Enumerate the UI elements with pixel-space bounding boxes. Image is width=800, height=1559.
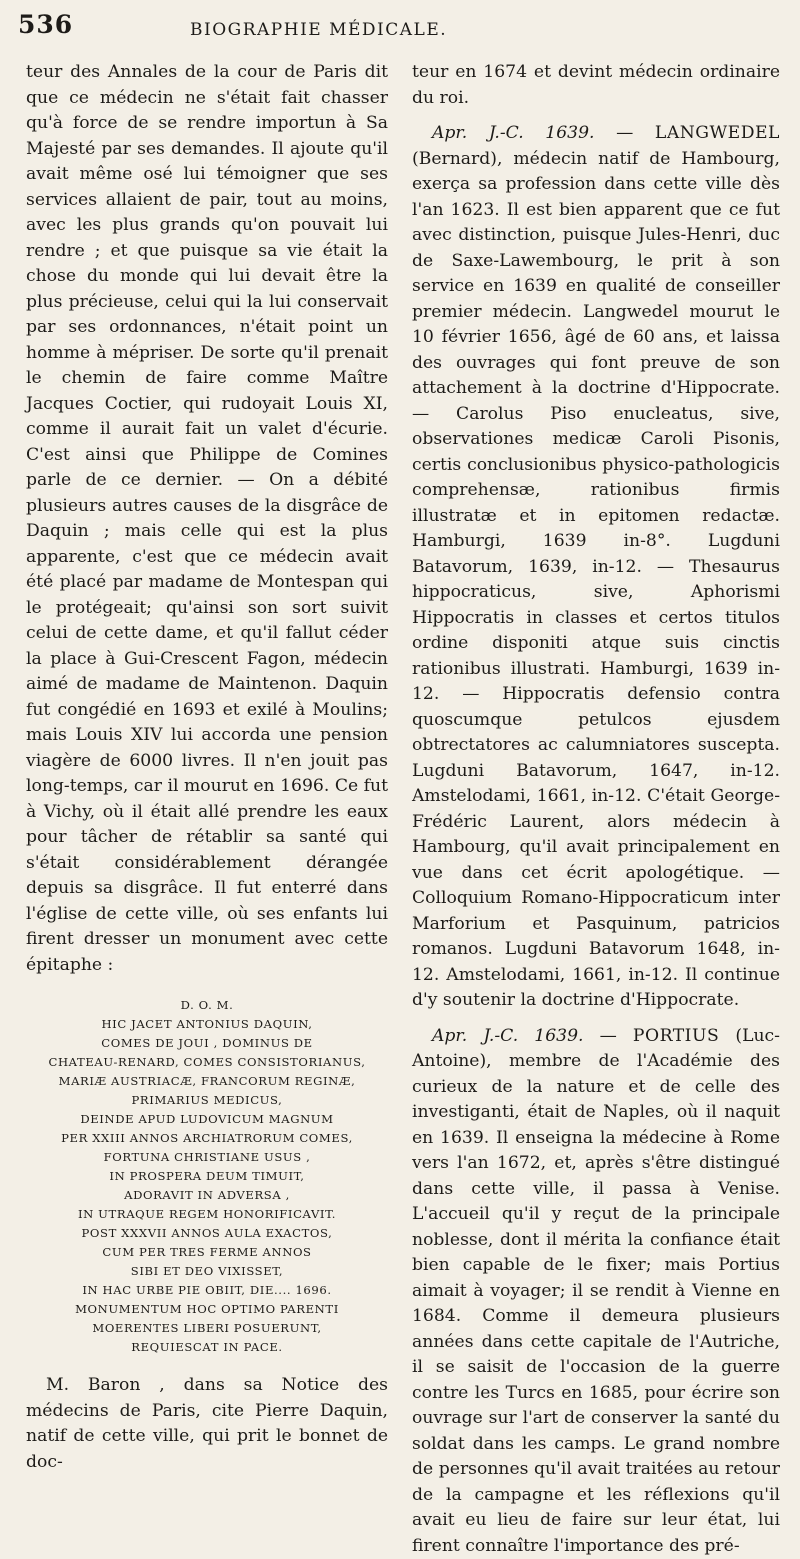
epitaph-line: SIBI ET DEO VIXISSET, — [26, 1262, 388, 1281]
epitaph-line: D. O. M. — [26, 996, 388, 1015]
entry-langwedel: Apr. J.-C. 1639. — LANGWEDEL (Bernard), médecin natif de Hambourg, exerça sa profession dans cette ville dès l'an 1623. Il est bien apparent que ce fut avec distinction, puisque Jules-Henri, duc de Saxe-Lawembourg, le prit à son service en 1639 en qualité de conseiller premier médecin. Langwedel mourut le 10 février 1656, âgé de 60 ans, et laissa des ouvrages qui font preuve de son attachement à la doctrine d'Hippocrate. — Carolus Piso enucleatus, sive, observationes medicæ Caroli Pisonis, certis conclusionibus physico-pathologicis comprehensæ, rationibus firmis illustratæ et in epitomen redactæ. Hamburgi, 1639 in-8°. Lugduni Batavorum, 1639, in-12. — Thesaurus hippocraticus, sive, Aphorismi Hippocratis in classes et certos titulos ordine disponiti atque suis cinctis rationibus illustrati. Hamburgi, 1639 in-12. — Hippocratis defensio contra quoscumque petulcos ejusdem obtrectatores ac calumniatores suscepta. Lugduni Batavorum, 1647, in-12. Amstelodami, 1661, in-12. C'était George-Frédéric Laurent, alors médecin à Hambourg, qu'il avait principalement en vue dans cet écrit apologétique. — Colloquium Romano-Hippocraticum inter Marforium et Pasquinum, patricios romanos. Lugduni Batavorum 1648, in-12. Amstelodami, 1661, in-12. Il continue d'y soutenir la doctrine d'Hippocrate. — [412, 121, 780, 1014]
left-column — [26, 60, 388, 1475]
epitaph-block — [26, 996, 388, 1357]
right-paragraph-1: teur en 1674 et devint médecin ordinaire du roi. — [412, 60, 780, 111]
epitaph-line: PER XXIII ANNOS ARCHIATRORUM COMES, — [26, 1129, 388, 1148]
epitaph-line: REQUIESCAT IN PACE. — [26, 1338, 388, 1357]
epitaph-line: MONUMENTUM HOC OPTIMO PARENTI — [26, 1300, 388, 1319]
epitaph-line: POST XXXVII ANNOS AULA EXACTOS, — [26, 1224, 388, 1243]
epitaph-line: MARIÆ AUSTRIACÆ, FRANCORUM REGINÆ, — [26, 1072, 388, 1091]
left-paragraph-1: teur des Annales de la cour de Paris dit que ce médecin ne s'était fait chasser qu'à force de se rendre importun à Sa Majesté par ses demandes. Il ajoute qu'il avait même osé lui témoigner que ses services allaient de pair, tout au moins, avec les plus grands qu'on pouvait lui rendre ; et que puisque sa vie était la chose du monde qui lui devait être la plus précieuse, celui qui la lui conservait par ses ordonnances, n'était point un homme à mépriser. De sorte qu'il prenait le chemin de faire comme Maître Jacques Coctier, qui rudoyait Louis XI, comme il aurait fait un valet d'écurie. C'est ainsi que Philippe de Comines parle de ce dernier. — On a débité plusieurs autres causes de la disgrâce de Daquin ; mais celle qui est la plus apparente, c'est que ce médecin avait été placé par madame de Montespan qui le protégeait; qu'ainsi son sort suivit celui de cette dame, et qu'il fallut céder la place à Gui-Crescent Fagon, médecin aimé de madame de Maintenon. Daquin fut congédié en 1693 et exilé à Moulins; mais Louis XIV lui accorda une pension viagère de 6000 livres. Il n'en jouit pas long-temps, car il mourut en 1696. Ce fut à Vichy, où il était allé prendre les eaux pour tâcher de rétablir sa santé qui s'était considérablement dérangée depuis sa disgrâce. Il fut enterré dans l'église de cette ville, où ses enfants lui firent dresser un monument avec cette épitaphe : — [26, 60, 388, 978]
entry-date-ref: Apr. J.-C. 1639. — [432, 1026, 583, 1046]
epitaph-line: IN HAC URBE PIE OBIIT, DIE.... 1696. — [26, 1281, 388, 1300]
epitaph-line: IN PROSPERA DEUM TIMUIT, — [26, 1167, 388, 1186]
epitaph-line: ADORAVIT IN ADVERSA , — [26, 1186, 388, 1205]
left-paragraph-2: M. Baron , dans sa Notice des médecins de Paris, cite Pierre Daquin, natif de cette ville, qui prit le bonnet de doc- — [26, 1373, 388, 1475]
entry-name: LANGWEDEL — [655, 123, 780, 143]
entry-portius: Apr. J.-C. 1639. — PORTIUS (Luc-Antoine), membre de l'Académie des curieux de la nature et de celle des investiganti, était de Naples, où il naquit en 1639. Il enseigna la médecine à Rome vers l'an 1672, et, après s'être distingué dans cette ville, il passa à Venise. L'accueil qu'il y reçut de la principale noblesse, dont il mérita la confiance était bien capable de le fixer; mais Portius aimait à voyager; il se rendit à Vienne en 1684. Comme il demeura plusieurs années dans cette capitale de l'Autriche, il se saisit de l'occasion de la guerre contre les Turcs en 1685, pour écrire son ouvrage sur l'art de conserver la santé du soldat dans les camps. Le grand nombre de personnes qu'il avait traitées au retour de la campagne et les réflexions qu'il avait eu lieu de faire sur leur état, lui firent connaître l'importance des pré- — [412, 1024, 780, 1559]
epitaph-line: FORTUNA CHRISTIANE USUS , — [26, 1148, 388, 1167]
entry-body: (Bernard), médecin natif de Hambourg, exerça sa profession dans cette ville dès l'an 1623. Il est bien apparent que ce fut avec distinction, puisque Jules-Henri, duc de Saxe-Lawembourg, le prit à son service en 1639 en qualité de conseiller premier médecin. Langwedel mourut le 10 février 1656, âgé de 60 ans, et laissa des ouvrages qui font preuve de son attachement à la doctrine d'Hippocrate. — Carolus Piso enucleatus, sive, observationes medicæ Caroli Pisonis, certis conclusionibus physico-pathologicis comprehensæ, rationibus firmis illustratæ et in epitomen redactæ. Hamburgi, 1639 in-8°. Lugduni Batavorum, 1639, in-12. — Thesaurus hippocraticus, sive, Aphorismi Hippocratis in classes et certos titulos ordine disponiti atque suis cinctis rationibus illustrati. Hamburgi, 1639 in-12. — Hippocratis defensio contra quoscumque petulcos ejusdem obtrectatores ac calumniatores suscepta. Lugduni Batavorum, 1647, in-12. Amstelodami, 1661, in-12. C'était George-Frédéric Laurent, alors médecin à Hambourg, qu'il avait principalement en vue dans cet écrit apologétique. — Colloquium Romano-Hippocraticum inter Marforium et Pasquinum, patricios romanos. Lugduni Batavorum 1648, in-12. Amstelodami, 1661, in-12. Il continue d'y soutenir la doctrine d'Hippocrate. — [412, 149, 780, 1011]
entry-name: PORTIUS — [633, 1026, 719, 1046]
epitaph-line: CUM PER TRES FERME ANNOS — [26, 1243, 388, 1262]
entry-date-ref: Apr. J.-C. 1639. — [432, 123, 594, 143]
epitaph-line: PRIMARIUS MEDICUS, — [26, 1091, 388, 1110]
entry-body: (Luc-Antoine), membre de l'Académie des curieux de la nature et de celle des investiganti, était de Naples, où il naquit en 1639. Il enseigna la médecine à Rome vers l'an 1672, et, après s'être distingué dans cette ville, il passa à Venise. L'accueil qu'il y reçut de la principale noblesse, dont il mérita la confiance était bien capable de le fixer; mais Portius aimait à voyager; il se rendit à Vienne en 1684. Comme il demeura plusieurs années dans cette capitale de l'Autriche, il se saisit de l'occasion de la guerre contre les Turcs en 1685, pour écrire son ouvrage sur l'art de conserver la santé du soldat dans les camps. Le grand nombre de personnes qu'il avait traitées au retour de la campagne et les réflexions qu'il avait eu lieu de faire sur leur état, lui firent connaître l'importance des pré- — [412, 1026, 780, 1556]
epitaph-line: MOERENTES LIBERI POSUERUNT, — [26, 1319, 388, 1338]
right-column — [412, 60, 780, 1559]
epitaph-line: DEINDE APUD LUDOVICUM MAGNUM — [26, 1110, 388, 1129]
epitaph-line: CHATEAU-RENARD, COMES CONSISTORIANUS, — [26, 1053, 388, 1072]
running-head: BIOGRAPHIE MÉDICALE. — [190, 20, 447, 40]
page-number: 536 — [18, 10, 73, 39]
epitaph-line: HIC JACET ANTONIUS DAQUIN, — [26, 1015, 388, 1034]
epitaph-line: IN UTRAQUE REGEM HONORIFICAVIT. — [26, 1205, 388, 1224]
epitaph-line: COMES DE JOUI , DOMINUS DE — [26, 1034, 388, 1053]
